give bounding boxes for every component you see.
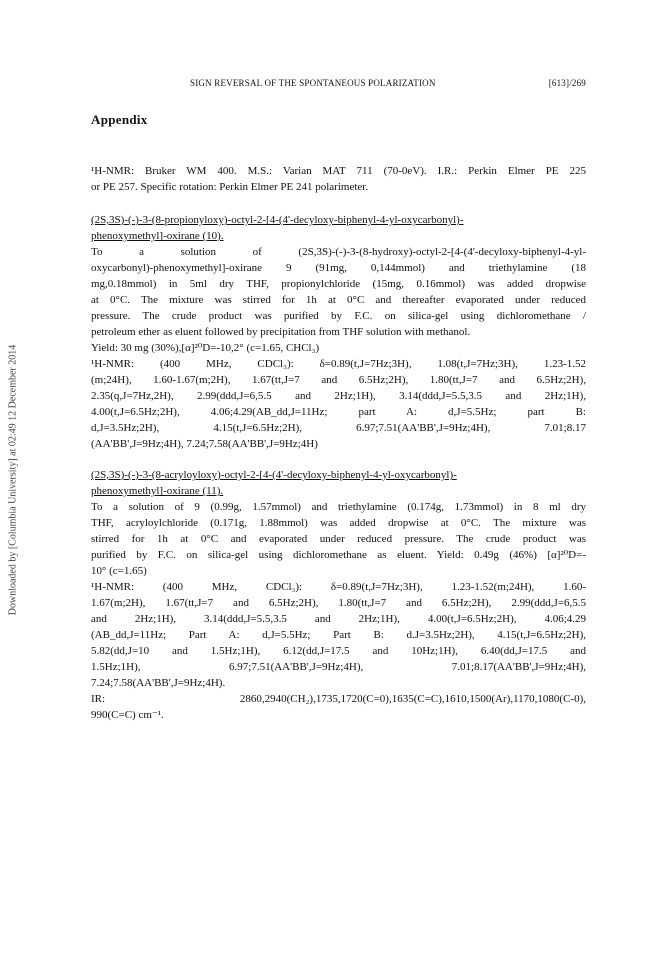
appendix-body <box>91 163 586 723</box>
compound-10-line: To a solution of (2S,3S)-(-)-3-(8-hydroxy)-octyl-2-[4-(4'-decyloxy-biphenyl-4-yl- <box>91 246 586 258</box>
compound-11-nmr: and 2Hz;1H), 3.14(ddd,J=5.5,3.5 and 2Hz;1H), 4.00(t,J=6.5Hz;2H), 4.06;4.29 <box>91 613 586 625</box>
appendix-heading: Appendix <box>91 112 148 127</box>
compound-11-line: THF, acryloylchloride (0.171g, 1.88mmol) was added dropwise at 0°C. The mixture was <box>91 517 586 529</box>
download-stamp-text: Downloaded by [Columbia University] at 02:49 12 December 2014 <box>7 344 19 616</box>
compound-11-line: stirred for 1h at 0°C and evaporated under reduced pressure. The crude product was <box>91 533 586 545</box>
compound-10-line: petroleum ether as eluent followed by precipitation from THF solution with methanol. <box>91 326 471 338</box>
compound-10-title: phenoxymethyl]-oxirane (10). <box>91 230 224 242</box>
compound-10-nmr: ¹H-NMR: (400 MHz, CDCl₃): δ=0.89(t,J=7Hz;3H), 1.08(t,J=7Hz;3H), 1.23-1.52 <box>91 358 586 370</box>
compound-11-ir: IR: 2860,2940(CH₂),1735,1720(C=0),1635(C=C),1610,1500(Ar),1170,1080(C-0), <box>91 693 586 705</box>
compound-10-nmr: d,J=3.5Hz;2H), 4.15(t,J=6.5Hz;2H), 6.97;7.51(AA'BB',J=9Hz;4H), 7.01;8.17 <box>91 422 586 434</box>
compound-11-line: To a solution of 9 (0.99g, 1.57mmol) and triethylamine (0.174g, 1.73mmol) in 8 ml dry <box>91 501 586 513</box>
compound-11-nmr: (AB_dd,J=11Hz; Part A: d,J=5.5Hz; Part B: d.J=3.5Hz;2H), 4.15(t,J=6.5Hz;2H), <box>91 629 586 641</box>
compound-10-nmr: 4.00(t,J=6.5Hz;2H), 4.06;4.29(AB_dd,J=11Hz; part A: d,J=5.5Hz; part B: <box>91 406 586 418</box>
compound-10-line: pressure. The crude product was purified by F.C. on silica-gel using dichloromethane / <box>91 310 586 322</box>
download-stamp <box>4 300 22 660</box>
compound-11-nmr: 5.82(dd,J=10 and 1.5Hz;1H), 6.12(dd,J=17.5 and 10Hz;1H), 6.40(dd,J=17.5 and <box>91 645 586 657</box>
compound-10-title: (2S,3S)-(-)-3-(8-propionyloxy)-octyl-2-[4-(4'-decyloxy-biphenyl-4-yl-oxycarbonyl)- <box>91 214 464 226</box>
compound-11-ir: 990(C=C) cm⁻¹. <box>91 709 164 721</box>
compound-11-title: phenoxymethyl]-oxirane (11). <box>91 485 224 497</box>
compound-11-nmr: 1.5Hz;1H), 6.97;7.51(AA'BB',J=9Hz;4H), 7.01;8.17(AA'BB',J=9Hz;4H), <box>91 661 586 673</box>
instrument-line: or PE 257. Specific rotation: Perkin Elmer PE 241 polarimeter. <box>91 181 369 193</box>
running-head-page-number: [613]/269 <box>548 78 586 88</box>
compound-11-line: 10° (c=1.65) <box>91 565 147 577</box>
instrument-line: ¹H-NMR: Bruker WM 400. M.S.: Varian MAT 711 (70-0eV). I.R.: Perkin Elmer PE 225 <box>91 165 586 177</box>
running-head-title: SIGN REVERSAL OF THE SPONTANEOUS POLARIZATION <box>190 78 436 88</box>
compound-10-nmr: (AA'BB',J=9Hz;4H), 7.24;7.58(AA'BB',J=9Hz;4H) <box>91 438 318 450</box>
compound-11-nmr: 7.24;7.58(AA'BB',J=9Hz;4H). <box>91 677 226 689</box>
compound-11-line: purified by F.C. on silica-gel using dichloromethane as eluent. Yield: 0.49g (46%) [α]²⁰D=- <box>91 549 586 561</box>
compound-10-yield: Yield: 30 mg (30%),[α]²⁰D=-10,2° (c=1.65, CHCl₃) <box>91 342 320 354</box>
compound-10-line: oxycarbonyl)-phenoxymethyl]-oxirane 9 (91mg, 0,144mmol) and triethylamine (18 <box>91 262 586 274</box>
compound-10-line: mg,0.18mmol) in 5ml dry THF, propionylchloride (15mg, 0.16mmol) was added dropwise <box>91 278 586 290</box>
compound-10-nmr: (m;24H), 1.60-1.67(m;2H), 1.67(tt,J=7 and 6.5Hz;2H), 1.80(tt,J=7 and 6.5Hz;2H), <box>91 374 586 386</box>
compound-10-line: at 0°C. The mixture was stirred for 1h at 0°C and thereafter evaporated under reduced <box>91 294 586 306</box>
compound-11-title: (2S,3S)-(-)-3-(8-acryloyloxy)-octyl-2-[4-(4'-decyloxy-biphenyl-4-yl-oxycarbonyl)- <box>91 469 457 481</box>
compound-11-nmr: 1.67(m;2H), 1.67(tt,J=7 and 6.5Hz;2H), 1.80(tt,J=7 and 6.5Hz;2H), 2.99(ddd,J=6,5.5 <box>91 597 586 609</box>
compound-11-nmr: ¹H-NMR: (400 MHz, CDCl₃): δ=0.89(t,J=7Hz;3H), 1.23-1.52(m;24H), 1.60- <box>91 581 586 593</box>
compound-10-nmr: 2.35(q,J=7Hz,2H), 2.99(ddd,J=6,5.5 and 2Hz;1H), 3.14(ddd,J=5.5,3.5 and 2Hz;1H), <box>91 390 586 402</box>
